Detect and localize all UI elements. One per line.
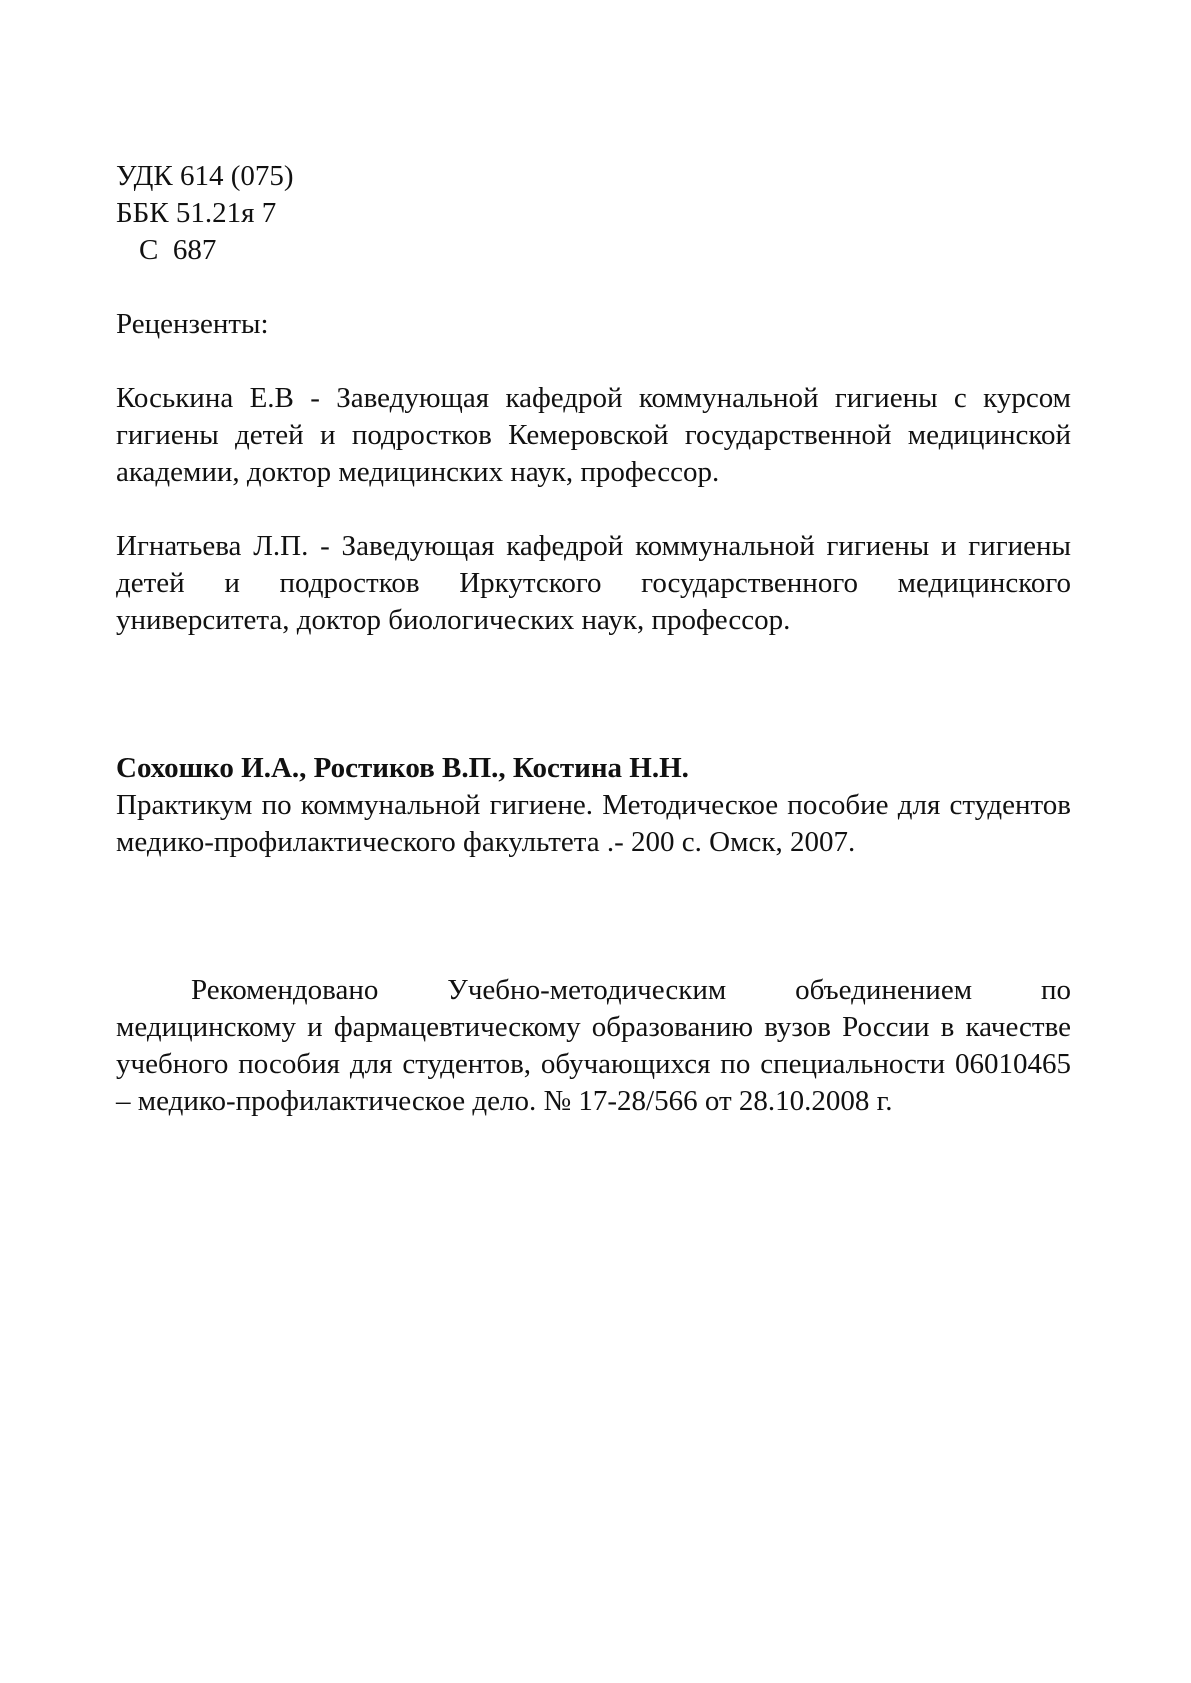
spacer [116, 639, 1071, 750]
bbk-code: ББК 51.21я 7 [116, 197, 277, 229]
reviewers-heading: Рецензенты: [116, 308, 269, 340]
author-mark: С 687 [139, 234, 217, 266]
reviewer-entry: Коськина Е.В - Заведующая кафедрой коммунальной гигиены с курсом гигиены детей и подростков Кемеровской государственной медицинской академии, доктор медицинских наук, профессор. [116, 382, 1071, 488]
authors-line: Сохошко И.А., Ростиков В.П., Костина Н.Н. [116, 752, 689, 784]
spacer [116, 269, 1071, 306]
document-page [116, 158, 1071, 1120]
reviewer-entry: Игнатьева Л.П. - Заведующая кафедрой коммунальной гигиены и гигиены детей и подростков Иркутского государственного медицинского университета, доктор биологических наук, профессор. [116, 530, 1071, 636]
spacer [116, 861, 1071, 972]
recommendation-text: Рекомендовано Учебно-методическим объединением по медицинскому и фармацевтическому образованию вузов России в качестве учебного пособия для студентов, обучающихся по специальности 06010465 – медико-профилактическое дело. № 17-28/566 от 28.10.2008 г. [116, 974, 1071, 1117]
spacer [116, 343, 1071, 380]
udk-code: УДК 614 (075) [116, 160, 294, 192]
publication-description: Практикум по коммунальной гигиене. Методическое пособие для студентов медико-профилактического факультета .- 200 с. Омск, 2007. [116, 789, 1071, 858]
spacer [116, 491, 1071, 528]
